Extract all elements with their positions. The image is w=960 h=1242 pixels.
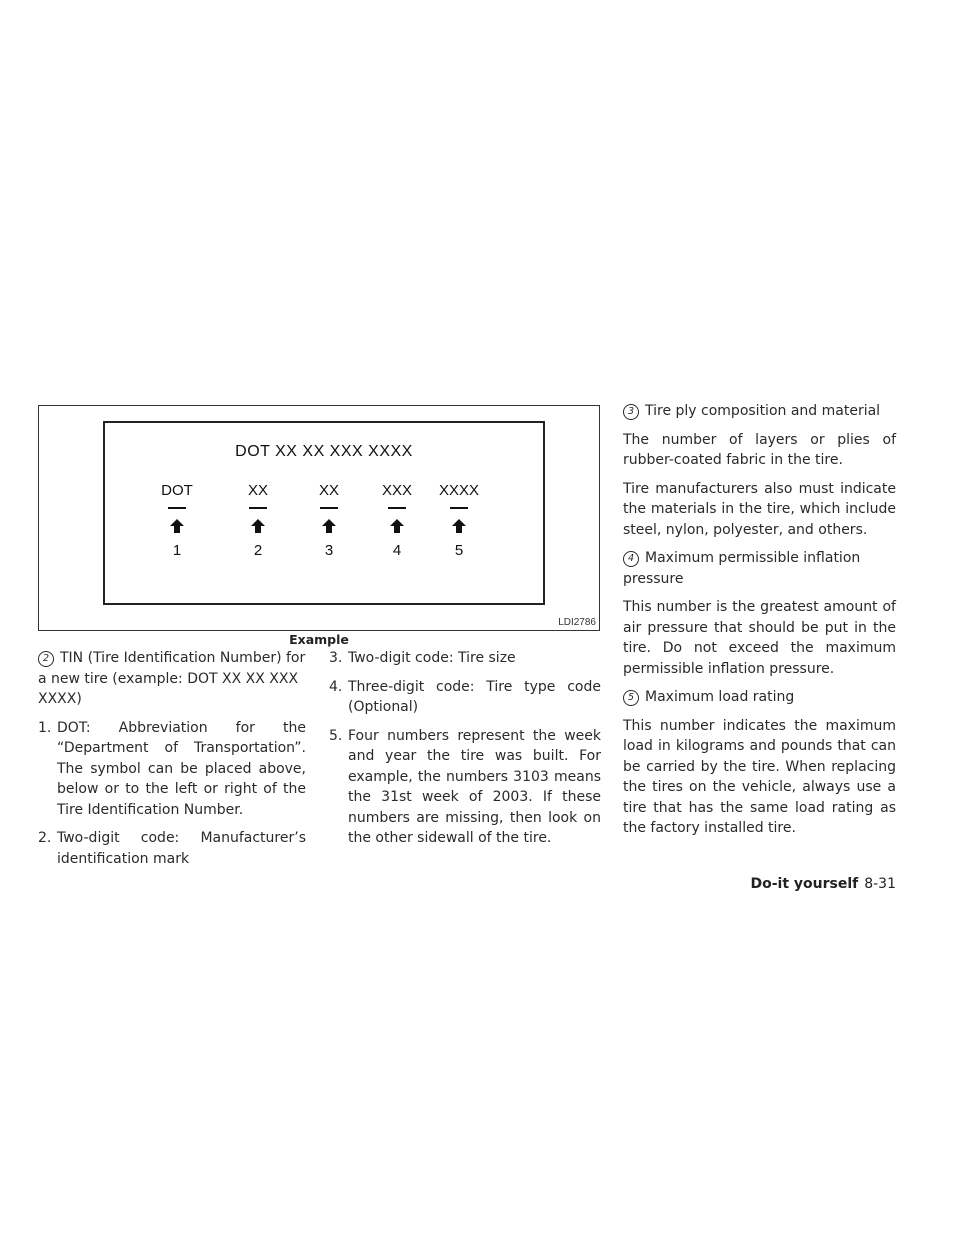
- page-number: 8-31: [864, 876, 896, 892]
- tin-heading: [38, 648, 306, 710]
- pressure-paragraph: This number is the greatest amount of air pressure that should be put in the tire. Do not exceed the maximum permissible inflation pressure.: [623, 599, 896, 677]
- tin-section-continued: [329, 648, 601, 857]
- ply-paragraph: Tire manufacturers also must indicate the materials in the tire, which include steel, nylon, polyester, and others.: [623, 480, 896, 538]
- load-heading: [623, 687, 896, 708]
- dash-line: [388, 507, 406, 509]
- figure-caption: Example: [289, 632, 349, 647]
- figure-column-label: XX: [318, 482, 339, 499]
- load-heading-text: Maximum load rating: [645, 689, 795, 705]
- pressure-heading: [623, 548, 896, 589]
- ply-paragraph: The number of layers or plies of rubber-coated fabric in the tire.: [623, 431, 896, 468]
- list-item: [329, 648, 601, 669]
- ply-heading: [623, 401, 896, 422]
- figure-column-number: 4: [392, 541, 402, 559]
- pressure-heading-text: Maximum permissible inflation pressure: [623, 550, 861, 587]
- up-arrow-icon: [251, 519, 265, 533]
- circled-number-2-icon: 2: [38, 651, 54, 667]
- figure-column-mfr: [228, 481, 288, 559]
- circled-number-4-icon: 4: [623, 551, 639, 567]
- list-item-text: DOT: Abbreviation for the “Department of Transportation”. The symbol can be placed above, below or to the left or right of the Tire Identification Number.: [57, 719, 306, 818]
- list-item: [329, 677, 601, 718]
- list-item-text: Four numbers represent the week and year the tire was built. For example, the numbers 3103 means the 31st week of 2003. If these numbers are missing, then look on the other sidewall of the tire.: [348, 727, 601, 846]
- up-arrow-icon: [390, 519, 404, 533]
- up-arrow-icon: [322, 519, 336, 533]
- figure-column-dot: [147, 481, 207, 559]
- figure-column-label: XXX: [381, 482, 412, 499]
- dash-line: [168, 507, 186, 509]
- figure-column-number: 1: [172, 541, 182, 559]
- list-item: [38, 718, 306, 821]
- figure-column-type: [367, 481, 427, 559]
- list-item-number: 2.: [38, 830, 52, 846]
- dash-line: [249, 507, 267, 509]
- tire-ratings-section: [623, 401, 896, 847]
- dash-line: [450, 507, 468, 509]
- figure-column-label: DOT: [161, 482, 193, 499]
- list-item-text: Two-digit code: Manufacturer’s identification mark: [57, 830, 306, 867]
- figure-column-size: [299, 481, 359, 559]
- footer-section-title: Do-it yourself: [750, 876, 859, 892]
- figure-column-number: 5: [454, 541, 464, 559]
- circled-number-5-icon: 5: [623, 690, 639, 706]
- figure-column-label: XXXX: [438, 482, 480, 499]
- list-item-number: 4.: [329, 678, 343, 695]
- load-paragraph: This number indicates the maximum load in kilograms and pounds that can be carried by the tire. When replacing the tires on the vehicle, always use a tire that has the same load rating as the factory installed tire.: [623, 717, 896, 836]
- list-item-text: Two-digit code: Tire size: [348, 650, 516, 666]
- list-item: [38, 828, 306, 869]
- figure-column-label: XX: [247, 482, 268, 499]
- figure-heading: DOT XX XX XXX XXXX: [235, 443, 413, 460]
- tire-code-figure: [38, 405, 600, 631]
- figure-panel: [103, 421, 545, 605]
- ply-heading-text: Tire ply composition and material: [645, 403, 881, 419]
- tin-section: [38, 648, 306, 877]
- page-footer: [750, 876, 896, 892]
- figure-column-date: [429, 481, 489, 559]
- figure-code: LDI2786: [558, 617, 596, 628]
- figure-column-number: 2: [253, 541, 263, 559]
- tin-heading-text: TIN (Tire Identification Number) for a new tire (example: DOT XX XX XXX XXXX): [38, 650, 306, 707]
- up-arrow-icon: [452, 519, 466, 533]
- list-item: [329, 726, 601, 849]
- list-item-number: 3.: [329, 650, 343, 666]
- list-item-number: 5.: [329, 727, 343, 744]
- dash-line: [320, 507, 338, 509]
- list-item-number: 1.: [38, 719, 52, 736]
- figure-column-number: 3: [324, 541, 334, 559]
- circled-number-3-icon: 3: [623, 404, 639, 420]
- up-arrow-icon: [170, 519, 184, 533]
- list-item-text: Three-digit code: Tire type code (Optional): [348, 678, 601, 715]
